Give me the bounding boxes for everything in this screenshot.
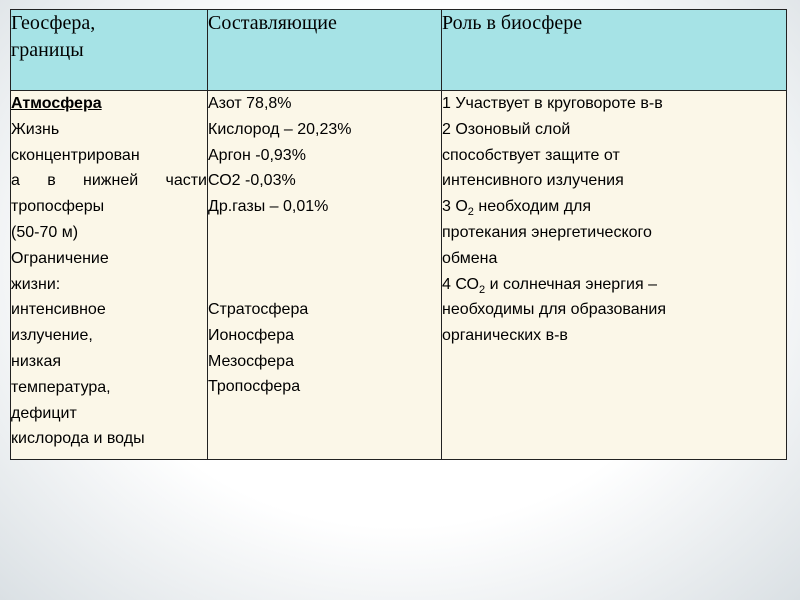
geosphere-line: (50-70 м)	[11, 223, 79, 241]
header-components	[208, 10, 442, 91]
role-oxygen-sub: 2	[467, 206, 474, 219]
geosphere-line: Ограничение	[11, 249, 109, 267]
component-layer: Ионосфера	[208, 326, 294, 344]
component-gas: Аргон -0,93%	[208, 146, 306, 164]
header-role	[442, 10, 787, 91]
component-gas: Азот 78,8%	[208, 95, 292, 112]
component-layer: Тропосфера	[208, 378, 301, 396]
header-geosphere-line1: Геосфера,	[11, 12, 96, 34]
role-line: необходимы для образования	[442, 301, 667, 319]
geosphere-table	[10, 9, 787, 460]
geosphere-line: дефицит	[11, 404, 77, 422]
role-co2-post: и солнечная энергия –	[485, 275, 657, 293]
role-line: способствует защите от	[442, 146, 620, 164]
role-line: протекания энергетического	[442, 223, 652, 241]
role-oxygen-pre: 3 О	[442, 198, 468, 216]
components-spacer	[208, 220, 441, 297]
geosphere-line: излучение,	[11, 327, 93, 345]
header-role-text: Роль в биосфере	[442, 12, 583, 34]
geosphere-line: интенсивное	[11, 301, 106, 319]
role-line: 1 Участвует в круговороте в-в	[442, 95, 663, 112]
geosphere-line: жизни:	[11, 275, 61, 293]
role-line: обмена	[442, 249, 498, 267]
geosphere-line: сконцентрирован	[11, 146, 140, 164]
geosphere-line: тропосферы	[11, 198, 105, 216]
geosphere-line: Жизнь	[11, 120, 60, 138]
role-co2-sub: 2	[479, 283, 486, 296]
component-layer: Мезосфера	[208, 352, 294, 370]
component-gas: Др.газы – 0,01%	[208, 198, 329, 216]
role-line: 2 Озоновый слой	[442, 120, 571, 138]
geosphere-name: Атмосфера	[11, 95, 102, 112]
role-line-co2	[442, 272, 786, 298]
geosphere-line: низкая	[11, 352, 62, 370]
table-row	[11, 91, 787, 460]
role-line: органических в-в	[442, 327, 568, 345]
role-line: интенсивного излучения	[442, 172, 624, 190]
table-header-row	[11, 10, 787, 91]
role-co2-pre: 4 СО	[442, 275, 479, 293]
geosphere-line: температура,	[11, 378, 111, 396]
geosphere-line: кислорода и воды	[11, 430, 145, 448]
header-components-text: Составляющие	[208, 12, 337, 34]
geosphere-line: а в нижней части	[11, 172, 207, 190]
header-geosphere-line2: границы	[11, 39, 84, 61]
header-geosphere	[11, 10, 208, 91]
role-oxygen-post: необходим для	[473, 198, 592, 216]
role-line-oxygen	[442, 194, 786, 220]
component-gas: Кислород – 20,23%	[208, 120, 352, 138]
geosphere-cell	[11, 91, 208, 460]
components-cell	[208, 91, 442, 460]
role-cell	[442, 91, 787, 460]
component-layer: Стратосфера	[208, 300, 309, 318]
component-gas: СО2 -0,03%	[208, 172, 296, 190]
